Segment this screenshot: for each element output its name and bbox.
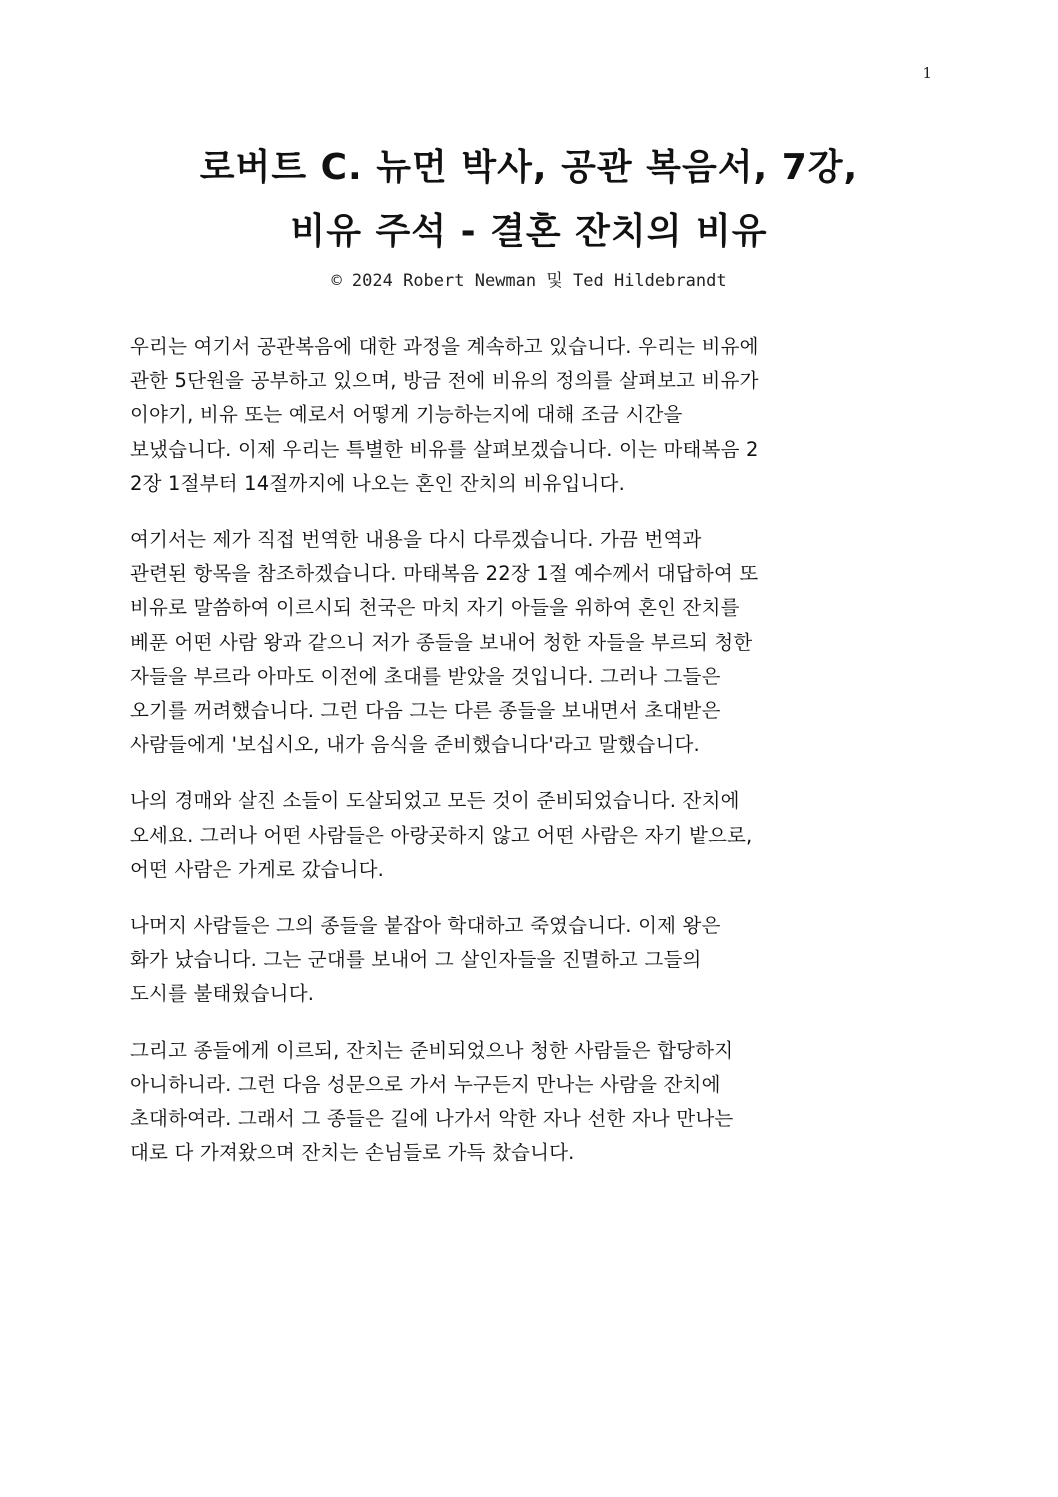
paragraph <box>130 909 930 1012</box>
copyright-notice: © 2024 Robert Newman 및 Ted Hildebrandt <box>331 271 727 291</box>
text-line: 도시를 불태웠습니다. <box>130 982 315 1006</box>
text-line: 여기서는 제가 직접 번역한 내용을 다시 다루겠습니다. 가끔 번역과 <box>130 528 702 552</box>
text-line: 사람들에게 '보십시오, 내가 음식을 준비했습니다'라고 말했습니다. <box>130 733 700 757</box>
text-line: 우리는 여기서 공관복음에 대한 과정을 계속하고 있습니다. 우리는 비유에 <box>130 335 759 358</box>
text-line: 관한 5단원을 공부하고 있으며, 방금 전에 비유의 정의를 살펴보고 비유가 <box>130 369 759 393</box>
paragraph <box>130 330 930 501</box>
text-line: 나머지 사람들은 그의 종들을 붙잡아 학대하고 죽였습니다. 이제 왕은 <box>130 914 721 938</box>
text-line: 화가 났습니다. 그는 군대를 보내어 그 살인자들을 진멸하고 그들의 <box>130 948 702 972</box>
text-line: 관련된 항목을 참조하겠습니다. 마태복음 22장 1절 예수께서 대답하여 또 <box>130 562 759 586</box>
text-line: 2장 1절부터 14절까지에 나오는 혼인 잔치의 비유입니다. <box>130 471 625 495</box>
text-line: 오기를 꺼려했습니다. 그런 다음 그는 다른 종들을 보내면서 초대받은 <box>130 699 721 723</box>
page-number: 1 <box>922 64 932 82</box>
text-line: 어떤 사람은 가게로 갔습니다. <box>130 857 385 881</box>
title-line: 로버트 C. 뉴먼 박사, 공관 복음서, 7강, <box>199 147 859 188</box>
text-line: 초대하여라. 그래서 그 종들은 길에 나가서 악한 자나 선한 자나 만나는 <box>130 1107 734 1131</box>
paragraph <box>130 784 930 887</box>
document-title <box>80 136 978 264</box>
text-line: 나의 경매와 살진 소들이 도살되었고 모든 것이 준비되었습니다. 잔치에 <box>130 789 740 813</box>
text-line: 비유로 말씀하여 이르시되 천국은 마치 자기 아들을 위하여 혼인 잔치를 <box>130 596 740 620</box>
document-body <box>130 330 930 1192</box>
text-line: 대로 다 가져왔으며 잔치는 손님들로 가득 찼습니다. <box>130 1141 575 1165</box>
text-line: 자들을 부르라 아마도 이전에 초대를 받았을 것입니다. 그러나 그들은 <box>130 664 721 688</box>
text-line: 오세요. 그러나 어떤 사람들은 아랑곳하지 않고 어떤 사람은 자기 밭으로, <box>130 823 753 847</box>
paragraph <box>130 523 930 762</box>
text-line: 아니하니라. 그런 다음 성문으로 가서 누구든지 만나는 사람을 잔치에 <box>130 1072 721 1096</box>
text-line: 이야기, 비유 또는 예로서 어떻게 기능하는지에 대해 조금 시간을 <box>130 403 683 427</box>
title-line: 비유 주석 - 결혼 잔치의 비유 <box>290 211 768 252</box>
text-line: 베푼 어떤 사람 왕과 같으니 저가 종들을 보내어 청한 자들을 부르되 청한 <box>130 630 753 654</box>
text-line: 그리고 종들에게 이르되, 잔치는 준비되었으나 청한 사람들은 합당하지 <box>130 1038 734 1062</box>
text-line: 보냈습니다. 이제 우리는 특별한 비유를 살펴보겠습니다. 이는 마태복음 2 <box>130 437 759 461</box>
paragraph <box>130 1034 930 1171</box>
